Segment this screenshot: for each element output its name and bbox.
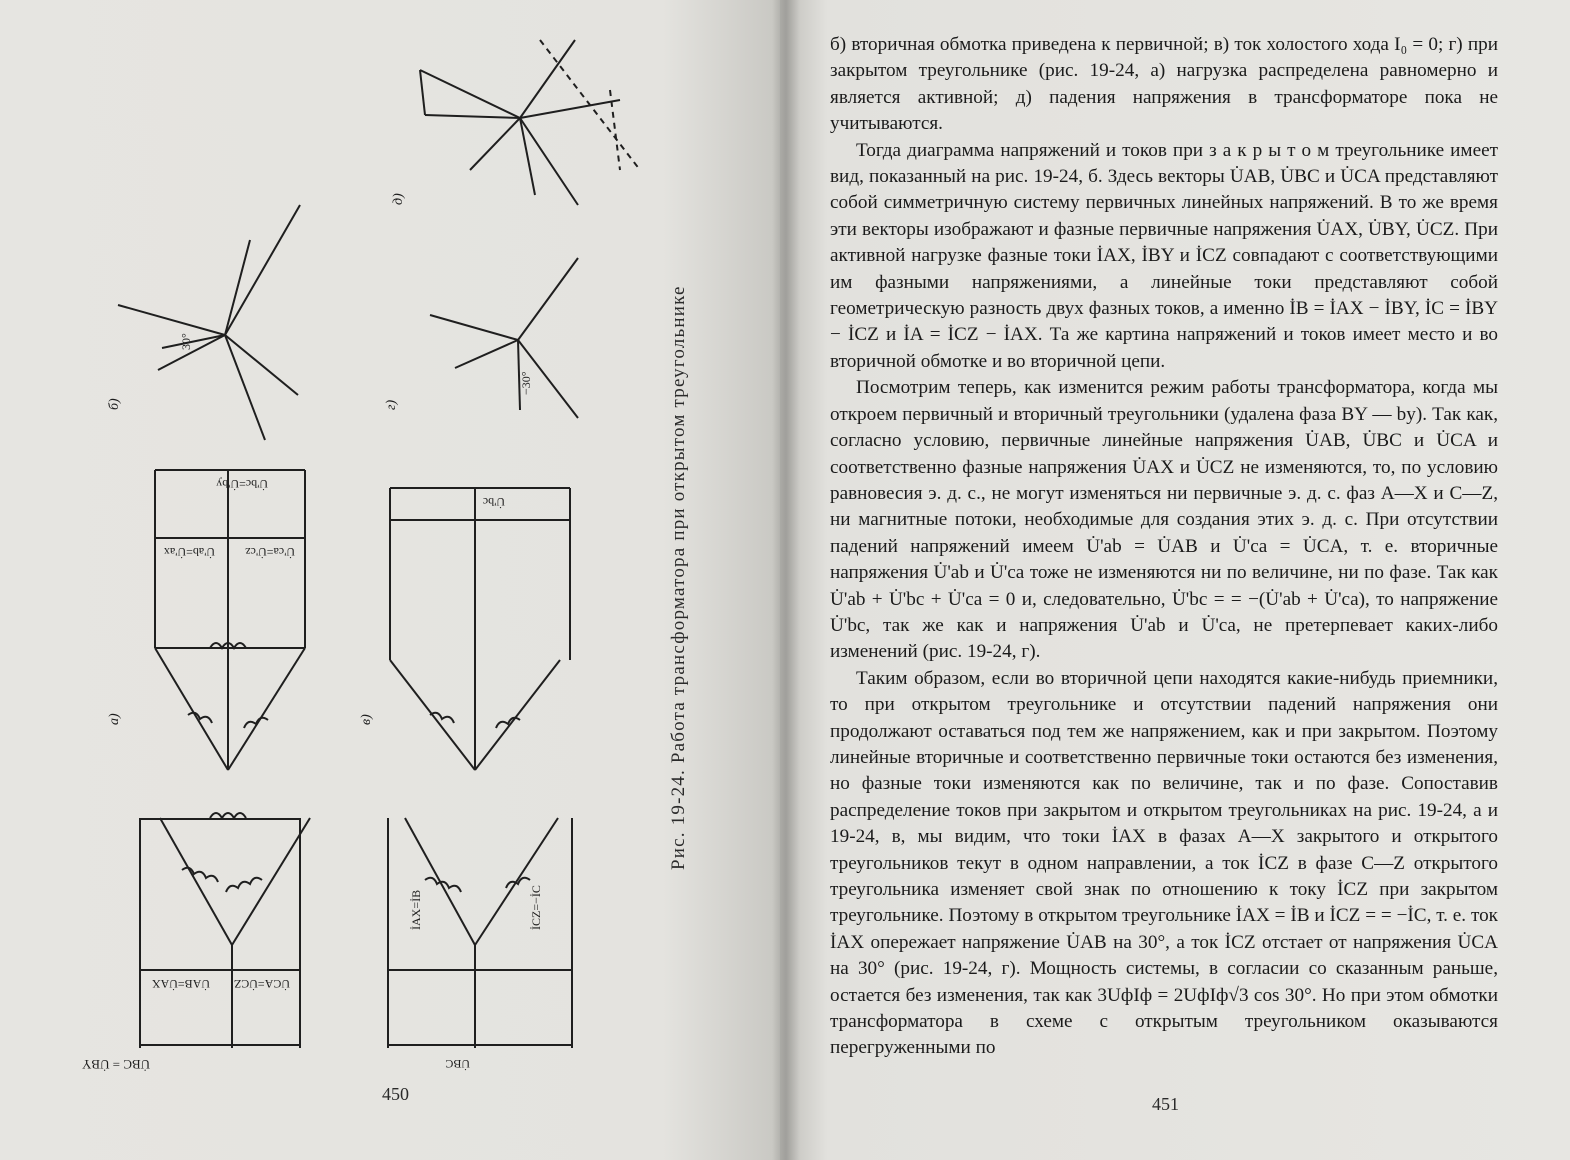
label-u-bc-by-sec: U̇'bc=U̇'by (216, 477, 268, 491)
paragraph-4: Таким образом, если во вторичной цепи находятся какие-нибудь приемники, то при открытом треугольнике и отсутствии падений напряжения они продолжают оставаться под тем же напряжением, как и при закрытом. Поэтому линейные вторичные и соответственно первичные токи остаются без изменения, но фазные токи изменяются как по величине, так и по фазе. Сопоставив распределение токов при закрытом и открытом треугольниках на рис. 19-24, а и 19-24, в, мы видим, что токи İAX в фазах A—X закрытого и открытого треугольников текут в одном направлении, а ток İCZ в фазе C—Z открытого треугольника изменяет свой знак по отношению к току İCZ при закрытом треугольнике. Поэтому в открытом треугольнике İAX = İB и İCZ = = −İC, т. е. ток İAX опережает напряжение U̇AB на 30°, а ток İCZ отстает от напряжения U̇CA на 30° (рис. 19-24, г). Мощность системы, в согласии со сказанным раньше, остается без изменения, так как 3UфIф = 2UфIф√3 cos 30°. Но при этом обмотки трансформатора в схеме с открытым треугольником оказываются перегруженными по (830, 667, 1498, 1059)
panel-label-d: д) (391, 193, 406, 205)
circuit-diagrams (0, 0, 780, 1160)
label-u-bc-by: U̇BC = U̇BY (81, 1057, 150, 1072)
label-u-ab-ax: U̇AB=U̇AX (151, 977, 210, 991)
label-u-ab-ax-sec: U̇'ab=U̇'ax (163, 545, 215, 559)
label-u-bc: U̇BC (445, 1057, 470, 1071)
paragraph-3: Посмотрим теперь, как изменится режим работы трансформатора, когда мы откроем первичный и вторичный треугольники (удалена фаза BY — by). Так как, согласно условию, первичные линейные напряжения U̇AB, U̇BC и U̇CA и соответственно фазные напряжения U̇AX и U̇CZ не изменяются, то, по условию равновесия э. д. с., не могут изменяться ни первичные э. д. с. фаз A—X и C—Z, ни магнитные потоки, необходимые для создания этих э. д. с. При отсутствии падений напряжений имеем U̇'ab = U̇AB и U̇'ca = U̇CA, т. е. вторичные напряжения U̇'ab и U̇'ca тоже не изменяются ни по величине, ни по фазе. Так как U̇'ab + U̇'bc + U̇'ca = 0 и, следовательно, U̇'bc = = −(U̇'ab + U̇'ca), то напряжение U̇'bc, так же как и напряжения U̇'ab и U̇'ca, не претерпевает каких-либо изменений (рис. 19-24, г). (830, 377, 1498, 663)
panel-label-b: б) (107, 398, 122, 410)
label-u-bc-sec: U̇'bc (482, 495, 505, 509)
panel-label-g: г) (384, 399, 399, 410)
page-number-left: 450 (382, 1084, 409, 1104)
label-angle-m30: −30° (519, 371, 533, 395)
page-number-right: 451 (1152, 1094, 1179, 1114)
label-angle-30: 30° (179, 333, 193, 350)
figure-19-24 (0, 0, 780, 1160)
book-gutter (772, 0, 800, 1160)
figure-caption: Рис. 19-24. Работа трансформатора при открытом треугольнике (668, 285, 689, 870)
left-page (0, 0, 780, 1160)
paragraph-2: Тогда диаграмма напряжений и токов при з а к р ы т о м треугольнике имеет вид, показанный на рис. 19-24, б. Здесь векторы U̇AB, U̇BC и U̇CA представляют собой симметричную систему первичных линейных напряжений. В то же время эти векторы изображают и фазные первичные напряжения U̇AX, U̇BY, U̇CZ. При активной нагрузке фазные токи İAX, İBY и İCZ совпадают с соответствующими им фазными напряжениями, а линейные токи представляют собой геометрическую разность двух фазных токов, а именно İB = İAX − İBY, İC = İBY − İCZ и İA = İCZ − İAX. Та же картина напряжений и токов имеет место и во вторичной обмотке и во вторичной цепи. (830, 139, 1498, 372)
body-text (830, 32, 1498, 1062)
panel-label-a: а) (107, 713, 122, 725)
label-u-ca-cz-sec: U̇'ca=U̇'cz (245, 545, 295, 559)
label-i-ax-ib: İAX=İB (409, 889, 423, 930)
label-u-ca-cz: U̇CA=U̇CZ (233, 977, 290, 991)
panel-label-v: в) (359, 714, 374, 725)
label-i-cz-ic: İCZ=−İC (529, 885, 543, 930)
paragraph-1: б) вторичная обмотка приведена к первичной; в) ток холостого хода I₀ = 0; г) при закрытом треугольнике (рис. 19-24, а) нагрузка распределена равномерно и является активной; д) падения напряжения в трансформаторе пока не учитываются. (830, 34, 1498, 135)
